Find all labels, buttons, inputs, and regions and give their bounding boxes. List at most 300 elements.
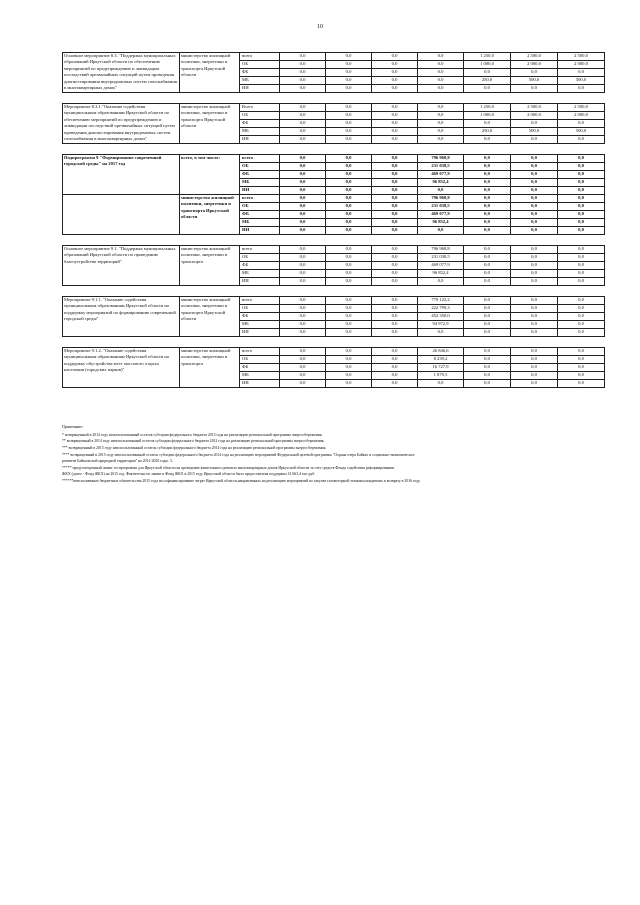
activity-name: Мероприятие 8.3.1."Оказание содействия муниципальным образованиям Иркутской области по обеспечению мероприятий по предупреждению и ликвидации последствий чрезвычайных ситуаций путем проведения диагностирования внутридомовых систем газоснабжения в многоквартирных домах" — [63, 104, 180, 144]
value-cell: 0,0 — [511, 163, 558, 171]
value-cell: 0,0 — [511, 380, 558, 388]
value-cell: 0,0 — [326, 171, 372, 179]
funding-source: МБ — [240, 219, 280, 227]
value-cell: 2 000,0 — [511, 61, 558, 69]
activity-name: Мероприятие 9.1.1. "Оказание содействия муниципальным образованиям Иркутской области на поддержку мероприятий по формированию современной городской среды" — [63, 297, 180, 337]
value-cell: 0,0 — [418, 329, 464, 337]
value-cell: 0,0 — [280, 53, 326, 61]
value-cell: 0,0 — [418, 77, 464, 85]
value-cell: 250,0 — [464, 77, 511, 85]
value-cell: 2 500,0 — [511, 104, 558, 112]
value-cell: 0,0 — [372, 348, 418, 356]
value-cell: 0,0 — [464, 227, 511, 235]
value-cell: 0,0 — [280, 195, 326, 203]
value-cell: 2 500,0 — [558, 53, 605, 61]
value-cell: 0,0 — [326, 305, 372, 313]
value-cell: 0,0 — [280, 77, 326, 85]
value-cell: 0,0 — [280, 163, 326, 171]
value-cell: 0,0 — [280, 297, 326, 305]
value-cell: 26 846,6 — [418, 348, 464, 356]
value-cell: 0,0 — [558, 305, 605, 313]
value-cell: 0,0 — [326, 270, 372, 278]
value-cell: 0,0 — [372, 227, 418, 235]
value-cell: 0,0 — [558, 278, 605, 286]
value-cell: 0,0 — [326, 297, 372, 305]
value-cell: 0,0 — [372, 163, 418, 171]
value-cell: 0,0 — [372, 136, 418, 144]
executor: министерство жилищной политики, энергетики и транспорта Иркутской области — [180, 53, 240, 93]
funding-source: ОБ — [240, 305, 280, 313]
value-cell: 0,0 — [326, 246, 372, 254]
value-cell: 0,0 — [280, 262, 326, 270]
value-cell: 0,0 — [418, 120, 464, 128]
value-cell: 0,0 — [464, 372, 511, 380]
note-item: ЖКХ (далее - Фонд ЖКХ) на 2015 год. Фактически по заявке в Фонд ЖКХ в 2015 году Иркутской области была предоставлена поддержка 14 663,4 тыс.руб. — [62, 472, 316, 477]
value-cell: 0,0 — [511, 246, 558, 254]
value-cell: 0,0 — [280, 254, 326, 262]
funding-source: ОБ — [240, 112, 280, 120]
value-cell: 0,0 — [372, 171, 418, 179]
value-cell: 0,0 — [280, 329, 326, 337]
value-cell: 16 727,9 — [418, 364, 464, 372]
table-row — [63, 53, 605, 61]
value-cell: 0,0 — [372, 195, 418, 203]
value-cell: 1 879,5 — [418, 372, 464, 380]
funding-source: ОБ — [240, 163, 280, 171]
value-cell: 0,0 — [326, 262, 372, 270]
note-item: **** возвращенный в 2015 году неиспользованный остаток субсидии федерального бюджета 2014 года на реализацию мероприятий Федеральной целевой программы "Охрана озера Байкал и социально-экономическое — [62, 452, 415, 457]
value-cell: 96 852,4 — [418, 219, 464, 227]
value-cell: 2 500,0 — [511, 53, 558, 61]
value-cell: 0,0 — [372, 364, 418, 372]
funding-source: МБ — [240, 128, 280, 136]
value-cell: 0,0 — [326, 112, 372, 120]
value-cell: 0,0 — [511, 171, 558, 179]
value-cell: 0,0 — [464, 313, 511, 321]
note-item: развитие Байкальской природной территории" на 2012-2020 годы. 3. — [62, 459, 173, 464]
activity-name: Основное мероприятие 9.1. "Поддержка муниципальных образований Иркутской области по проведению благоустройства территорий" — [63, 246, 180, 286]
value-cell: 770 122,2 — [418, 297, 464, 305]
funding-source: ОБ — [240, 61, 280, 69]
value-cell: 0,0 — [558, 120, 605, 128]
value-cell: 0,0 — [464, 120, 511, 128]
value-cell: 0,0 — [464, 297, 511, 305]
value-cell: 0,0 — [464, 171, 511, 179]
value-cell: 0,0 — [464, 364, 511, 372]
funding-source: ОБ — [240, 356, 280, 364]
value-cell: 0,0 — [280, 380, 326, 388]
funding-source: ИИ — [240, 85, 280, 93]
funding-source: ИИ — [240, 227, 280, 235]
value-cell: 0,0 — [280, 270, 326, 278]
value-cell: 0,0 — [558, 211, 605, 219]
value-cell: 500,0 — [558, 77, 605, 85]
value-cell: 0,0 — [558, 69, 605, 77]
value-cell: 0,0 — [511, 195, 558, 203]
value-cell: 2 000,0 — [511, 112, 558, 120]
notes-list — [62, 432, 604, 485]
value-cell: 0,0 — [558, 155, 605, 163]
executor: министерство жилищной политики, энергетики и транспорта Иркутской области — [180, 104, 240, 144]
value-cell: 0,0 — [418, 85, 464, 93]
value-cell: 0,0 — [558, 348, 605, 356]
value-cell: 0,0 — [280, 61, 326, 69]
note-item: ******неисполненные бюджетные обязательства 2015 года на софинансирование затрат Иркутской области,направленных на реализацию мероприятий по закупке газомоторной техники,ожидаемых к возврату в 2016 году. — [62, 479, 421, 484]
value-cell: 0,0 — [558, 136, 605, 144]
value-cell: 796 968,8 — [418, 195, 464, 203]
value-cell: 0,0 — [464, 211, 511, 219]
value-cell: 0,0 — [372, 321, 418, 329]
notes-title: Примечание: — [62, 425, 84, 429]
value-cell: 0,0 — [280, 85, 326, 93]
value-cell: 96 852,4 — [418, 270, 464, 278]
value-cell: 250,0 — [464, 128, 511, 136]
value-cell: 94 972,9 — [418, 321, 464, 329]
value-cell: 0,0 — [418, 227, 464, 235]
funding-source: ИИ — [240, 187, 280, 195]
value-cell: 0,0 — [511, 356, 558, 364]
note-item: * возвращенный в 2014 году неиспользованный остаток субсидии федерального бюджета 2013 года на реализацию региональной программы энергосбережения. — [62, 432, 323, 437]
value-cell: 0,0 — [280, 104, 326, 112]
funding-source: ИИ — [240, 136, 280, 144]
value-cell: 0,0 — [511, 348, 558, 356]
note-item: *** возвращенный в 2015 году неиспользованный остаток субсидии федерального бюджета 2014 года на реализацию региональной программы энергосбережения. — [62, 445, 327, 450]
value-cell: 469 077,9 — [418, 211, 464, 219]
value-cell: 231 038,5 — [418, 163, 464, 171]
funding-source: всего — [240, 297, 280, 305]
value-cell: 0,0 — [326, 356, 372, 364]
activity-name: Основное мероприятие 8.3. "Поддержка муниципальных образований Иркутской области по обеспечению мероприятий по предупреждению и ликвидации последствий чрезвычайных ситуаций путем проведения диагностирования внутридомовых систем газоснабжения в многоквартирных домах" — [63, 53, 180, 93]
value-cell: 0,0 — [372, 313, 418, 321]
value-cell: 500,0 — [511, 77, 558, 85]
table-row — [63, 348, 605, 356]
value-cell: 0,0 — [558, 380, 605, 388]
value-cell: 0,0 — [464, 195, 511, 203]
value-cell: 0,0 — [464, 262, 511, 270]
value-cell: 0,0 — [326, 163, 372, 171]
value-cell: 0,0 — [464, 246, 511, 254]
value-cell: 0,0 — [372, 380, 418, 388]
value-cell: 0,0 — [511, 179, 558, 187]
value-cell: 0,0 — [464, 270, 511, 278]
funding-source: МБ — [240, 77, 280, 85]
value-cell: 0,0 — [558, 321, 605, 329]
value-cell: 0,0 — [511, 85, 558, 93]
value-cell: 0,0 — [326, 211, 372, 219]
value-cell: 0,0 — [464, 179, 511, 187]
value-cell: 0,0 — [558, 270, 605, 278]
value-cell: 0,0 — [464, 321, 511, 329]
value-cell: 1 000,0 — [464, 112, 511, 120]
value-cell: 0,0 — [418, 128, 464, 136]
value-cell: 0,0 — [326, 120, 372, 128]
funding-source: ИИ — [240, 329, 280, 337]
value-cell: 0,0 — [372, 329, 418, 337]
value-cell: 0,0 — [372, 211, 418, 219]
value-cell: 0,0 — [372, 61, 418, 69]
value-cell: 0,0 — [418, 104, 464, 112]
budget-table — [62, 52, 605, 388]
value-cell: 0,0 — [372, 53, 418, 61]
value-cell: 0,0 — [280, 187, 326, 195]
value-cell: 0,0 — [280, 179, 326, 187]
value-cell: 0,0 — [558, 254, 605, 262]
value-cell: 0,0 — [464, 356, 511, 364]
value-cell: 0,0 — [372, 112, 418, 120]
funding-source: ОБ — [240, 254, 280, 262]
funding-source: всего — [240, 348, 280, 356]
value-cell: 0,0 — [372, 278, 418, 286]
value-cell: 0,0 — [511, 278, 558, 286]
value-cell: 0,0 — [418, 61, 464, 69]
funding-source: ФБ — [240, 364, 280, 372]
value-cell: 0,0 — [326, 77, 372, 85]
value-cell: 0,0 — [326, 329, 372, 337]
value-cell: 0,0 — [558, 219, 605, 227]
funding-source: ФБ — [240, 313, 280, 321]
value-cell: 0,0 — [511, 227, 558, 235]
value-cell: 0,0 — [280, 313, 326, 321]
value-cell: 0,0 — [418, 53, 464, 61]
value-cell: 0,0 — [558, 313, 605, 321]
value-cell: 0,0 — [372, 356, 418, 364]
value-cell: 0,0 — [326, 187, 372, 195]
value-cell: 796 968,8 — [418, 155, 464, 163]
value-cell: 0,0 — [372, 219, 418, 227]
funding-source: МБ — [240, 270, 280, 278]
value-cell: 0,0 — [558, 372, 605, 380]
value-cell: 0,0 — [280, 356, 326, 364]
funding-source: ИИ — [240, 380, 280, 388]
value-cell: 0,0 — [418, 136, 464, 144]
value-cell: 0,0 — [418, 112, 464, 120]
value-cell: 0,0 — [326, 155, 372, 163]
value-cell: 2 000,0 — [558, 61, 605, 69]
value-cell: 1 250,0 — [464, 53, 511, 61]
value-cell: 0,0 — [558, 195, 605, 203]
value-cell: 500,0 — [558, 128, 605, 136]
value-cell: 0,0 — [326, 104, 372, 112]
value-cell: 0,0 — [372, 128, 418, 136]
table-row — [63, 195, 605, 203]
note-item: ** возвращенный в 2014 году неиспользованный остаток субсидии федерального бюджета 2012 года на реализацию региональной программы энергосбережения. — [62, 439, 325, 444]
value-cell: 0,0 — [464, 348, 511, 356]
value-cell: 8 239,2 — [418, 356, 464, 364]
value-cell: 0,0 — [558, 171, 605, 179]
value-cell: 0,0 — [511, 120, 558, 128]
value-cell: 1 250,0 — [464, 104, 511, 112]
value-cell: 0,0 — [326, 195, 372, 203]
value-cell: 0,0 — [280, 171, 326, 179]
value-cell: 0,0 — [511, 155, 558, 163]
table-row — [63, 155, 605, 163]
value-cell: 0,0 — [558, 203, 605, 211]
funding-source: Всего — [240, 104, 280, 112]
value-cell: 500,0 — [511, 128, 558, 136]
value-cell: 0,0 — [464, 85, 511, 93]
value-cell: 0,0 — [280, 211, 326, 219]
value-cell: 231 038,5 — [418, 254, 464, 262]
value-cell: 0,0 — [464, 136, 511, 144]
value-cell: 0,0 — [511, 364, 558, 372]
value-cell: 0,0 — [280, 128, 326, 136]
executor: всего, в том числе: — [180, 155, 240, 195]
value-cell: 0,0 — [511, 329, 558, 337]
table-row — [63, 104, 605, 112]
value-cell: 0,0 — [280, 372, 326, 380]
value-cell: 0,0 — [511, 187, 558, 195]
value-cell: 0,0 — [372, 104, 418, 112]
value-cell: 0,0 — [464, 380, 511, 388]
value-cell: 0,0 — [372, 69, 418, 77]
notes-section — [62, 424, 604, 485]
value-cell: 0,0 — [326, 85, 372, 93]
funding-source: ОБ — [240, 203, 280, 211]
value-cell: 0,0 — [280, 278, 326, 286]
value-cell: 0,0 — [280, 155, 326, 163]
value-cell: 0,0 — [280, 227, 326, 235]
table-row — [63, 246, 605, 254]
value-cell: 0,0 — [326, 203, 372, 211]
value-cell: 0,0 — [558, 179, 605, 187]
note-item: ***** предусмотренный лимит госпрограммы для Иркутской области на проведение капитального ремонта многоквартирных домов Иркутской области за счет средств Фонда содействия реформированию — [62, 465, 395, 470]
funding-source: ФБ — [240, 69, 280, 77]
value-cell: 0,0 — [464, 329, 511, 337]
value-cell: 0,0 — [511, 262, 558, 270]
activity-name: Подпрограмма 9 "Формирование современной городской среды" на 2017 год — [63, 155, 180, 195]
executor: министерство жилищной политики, энергетики и транспорта Иркутской области — [180, 195, 240, 235]
executor: министерство жилищной политики, энергетики и транспорта — [180, 246, 240, 286]
table-row — [63, 297, 605, 305]
value-cell: 0,0 — [511, 321, 558, 329]
value-cell: 2 000,0 — [558, 112, 605, 120]
value-cell: 0,0 — [464, 254, 511, 262]
value-cell: 0,0 — [326, 372, 372, 380]
value-cell: 0,0 — [418, 380, 464, 388]
value-cell: 0,0 — [280, 305, 326, 313]
value-cell: 96 852,4 — [418, 179, 464, 187]
activity-name — [63, 195, 180, 235]
value-cell: 0,0 — [372, 254, 418, 262]
value-cell: 0,0 — [372, 297, 418, 305]
value-cell: 0,0 — [464, 155, 511, 163]
value-cell: 0,0 — [511, 313, 558, 321]
value-cell: 0,0 — [280, 69, 326, 77]
value-cell: 0,0 — [418, 278, 464, 286]
value-cell: 0,0 — [372, 120, 418, 128]
value-cell: 0,0 — [464, 203, 511, 211]
value-cell: 0,0 — [558, 227, 605, 235]
value-cell: 0,0 — [326, 321, 372, 329]
executor: министерство жилищной политики, энергетики и транспорта — [180, 348, 240, 388]
value-cell: 0,0 — [558, 187, 605, 195]
funding-source: ИИ — [240, 278, 280, 286]
value-cell: 0,0 — [372, 179, 418, 187]
value-cell: 0,0 — [280, 246, 326, 254]
value-cell: 469 077,9 — [418, 262, 464, 270]
value-cell: 0,0 — [464, 278, 511, 286]
value-cell: 0,0 — [326, 53, 372, 61]
funding-source: ФБ — [240, 262, 280, 270]
value-cell: 0,0 — [464, 69, 511, 77]
value-cell: 0,0 — [511, 372, 558, 380]
value-cell: 0,0 — [558, 163, 605, 171]
value-cell: 0,0 — [372, 372, 418, 380]
value-cell: 222 799,3 — [418, 305, 464, 313]
value-cell: 0,0 — [326, 179, 372, 187]
value-cell: 0,0 — [326, 254, 372, 262]
value-cell: 0,0 — [372, 155, 418, 163]
value-cell: 0,0 — [326, 313, 372, 321]
value-cell: 0,0 — [372, 270, 418, 278]
value-cell: 0,0 — [511, 69, 558, 77]
funding-source: всего — [240, 195, 280, 203]
value-cell: 0,0 — [372, 246, 418, 254]
value-cell: 0,0 — [326, 348, 372, 356]
value-cell: 0,0 — [372, 187, 418, 195]
value-cell: 0,0 — [326, 61, 372, 69]
value-cell: 0,0 — [464, 219, 511, 227]
activity-name: Мероприятие 9.1.2. "Оказание содействия муниципальным образованиям Иркутской области на поддержку обустройства мест массового отдыха населения (городских парков)" — [63, 348, 180, 388]
value-cell: 0,0 — [464, 163, 511, 171]
value-cell: 0,0 — [511, 254, 558, 262]
value-cell: 0,0 — [558, 356, 605, 364]
value-cell: 0,0 — [326, 278, 372, 286]
value-cell: 0,0 — [280, 136, 326, 144]
value-cell: 452 350,0 — [418, 313, 464, 321]
funding-source: МБ — [240, 372, 280, 380]
funding-source: всего — [240, 53, 280, 61]
value-cell: 0,0 — [558, 329, 605, 337]
value-cell: 0,0 — [280, 364, 326, 372]
value-cell: 0,0 — [280, 203, 326, 211]
funding-source: ФБ — [240, 211, 280, 219]
value-cell: 0,0 — [372, 77, 418, 85]
value-cell: 796 968,8 — [418, 246, 464, 254]
funding-source: всего — [240, 246, 280, 254]
value-cell: 0,0 — [326, 69, 372, 77]
value-cell: 1 000,0 — [464, 61, 511, 69]
value-cell: 0,0 — [558, 246, 605, 254]
executor: министерство жилищной политики, энергетики и транспорта Иркутской области — [180, 297, 240, 337]
value-cell: 0,0 — [511, 270, 558, 278]
funding-source: ФБ — [240, 171, 280, 179]
value-cell: 0,0 — [372, 203, 418, 211]
funding-source: ФБ — [240, 120, 280, 128]
value-cell: 0,0 — [464, 305, 511, 313]
value-cell: 0,0 — [511, 297, 558, 305]
value-cell: 0,0 — [511, 219, 558, 227]
value-cell: 0,0 — [511, 211, 558, 219]
value-cell: 0,0 — [280, 112, 326, 120]
value-cell: 0,0 — [558, 85, 605, 93]
value-cell: 0,0 — [511, 136, 558, 144]
value-cell: 0,0 — [372, 262, 418, 270]
page-number: 10 — [317, 24, 323, 30]
value-cell: 0,0 — [418, 187, 464, 195]
value-cell: 0,0 — [326, 219, 372, 227]
value-cell: 0,0 — [464, 187, 511, 195]
value-cell: 0,0 — [511, 305, 558, 313]
value-cell: 0,0 — [280, 348, 326, 356]
value-cell: 0,0 — [326, 364, 372, 372]
value-cell: 0,0 — [326, 380, 372, 388]
funding-source: всего — [240, 155, 280, 163]
value-cell: 0,0 — [280, 321, 326, 329]
value-cell: 0,0 — [558, 364, 605, 372]
funding-source: МБ — [240, 321, 280, 329]
value-cell: 0,0 — [558, 262, 605, 270]
